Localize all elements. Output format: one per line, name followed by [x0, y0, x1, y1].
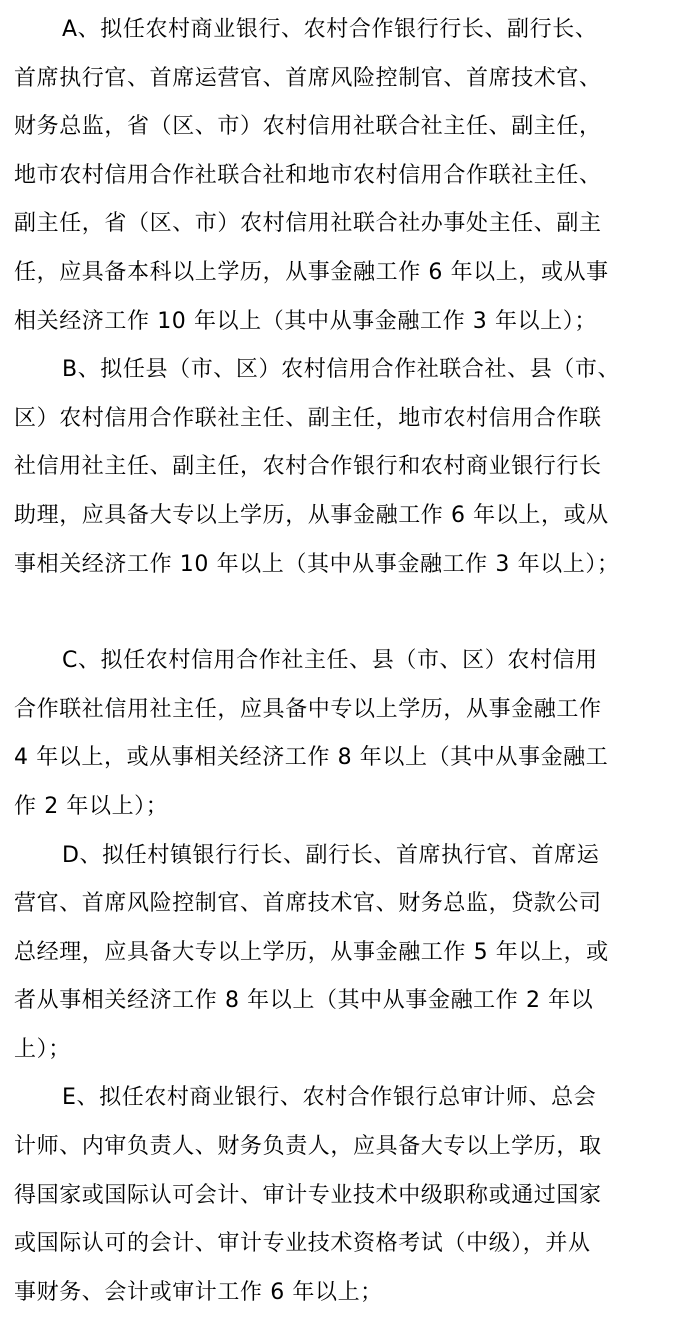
paragraph-line: 事相关经济工作 10 年以上（其中从事金融工作 3 年以上）； [14, 551, 620, 577]
paragraph-line: 地市农村信用合作社联合社和地市农村信用合作联社主任、 [14, 162, 602, 188]
paragraph-d [0, 832, 695, 1075]
paragraph-line: 营官、首席风险控制官、首席技术官、财务总监，贷款公司 [14, 891, 602, 917]
paragraph-line: 者从事相关经济工作 8 年以上（其中从事金融工作 2 年以 [14, 988, 594, 1014]
paragraph-line: 4 年以上，或从事相关经济工作 8 年以上（其中从事金融工 [14, 745, 609, 771]
paragraph-line: 区）农村信用合作联社主任、副主任，地市农村信用合作联 [14, 405, 602, 431]
paragraph-line: 助理，应具备大专以上学历，从事金融工作 6 年以上，或从 [14, 502, 609, 528]
paragraph-line: 首席执行官、首席运营官、首席风险控制官、首席技术官、 [14, 65, 602, 91]
paragraph-a [0, 6, 695, 346]
paragraph-line: 计师、内审负责人、财务负责人，应具备大专以上学历，取 [14, 1134, 602, 1160]
paragraph-line: A、拟任农村商业银行、农村合作银行行长、副行长、 [62, 17, 598, 42]
paragraph-line: 合作联社信用社主任，应具备中专以上学历，从事金融工作 [14, 696, 602, 722]
paragraph-line: 上）； [14, 1036, 71, 1062]
paragraph-line: 作 2 年以上）； [14, 793, 169, 819]
paragraph-line: 副主任，省（区、市）农村信用社联合社办事处主任、副主 [14, 211, 602, 237]
paragraph-line: 财务总监，省（区、市）农村信用社联合社主任、副主任， [14, 114, 602, 140]
paragraph-gap [0, 589, 695, 637]
paragraph-line: B、拟任县（市、区）农村信用合作社联合社、县（市、 [62, 357, 621, 383]
paragraph-e [0, 1074, 695, 1317]
paragraph-line: 总经理，应具备大专以上学历，从事金融工作 5 年以上，或 [14, 939, 609, 965]
paragraph-line: C、拟任农村信用合作社主任、县（市、区）农村信用 [62, 648, 598, 674]
paragraph-line: 社信用社主任、副主任，农村合作银行和农村商业银行行长 [14, 454, 602, 480]
paragraph-line: 事财务、会计或审计工作 6 年以上； [14, 1279, 383, 1305]
paragraph-line: D、拟任村镇银行行长、副行长、首席执行官、首席运 [62, 842, 600, 868]
paragraph-line: 相关经济工作 10 年以上（其中从事金融工作 3 年以上）； [14, 308, 597, 334]
paragraph-c [0, 637, 695, 831]
paragraph-b [0, 346, 695, 589]
paragraph-line: E、拟任农村商业银行、农村合作银行总审计师、总会 [62, 1085, 597, 1111]
paragraph-line: 任，应具备本科以上学历，从事金融工作 6 年以上，或从事 [14, 259, 609, 285]
paragraph-line: 得国家或国际认可会计、审计专业技术中级职称或通过国家 [14, 1182, 602, 1208]
paragraph-line: 或国际认可的会计、审计专业技术资格考试（中级），并从 [14, 1231, 591, 1257]
